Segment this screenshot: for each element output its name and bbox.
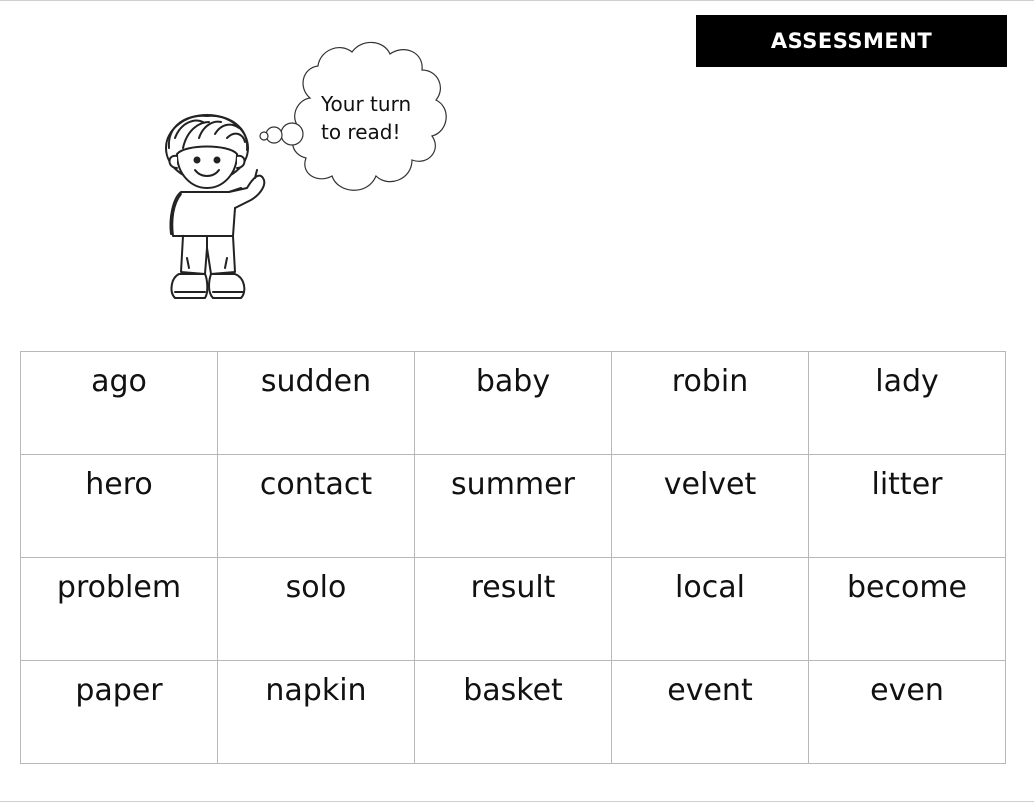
word-cell: solo <box>218 558 415 661</box>
word-cell: basket <box>415 661 612 764</box>
word-cell: contact <box>218 455 415 558</box>
word-cell: lady <box>809 352 1006 455</box>
word-cell: litter <box>809 455 1006 558</box>
word-cell: become <box>809 558 1006 661</box>
word-cell: event <box>612 661 809 764</box>
word-cell: local <box>612 558 809 661</box>
word-cell: result <box>415 558 612 661</box>
word-grid <box>20 351 1006 764</box>
word-cell: ago <box>21 352 218 455</box>
word-cell: velvet <box>612 455 809 558</box>
word-grid-row <box>21 352 1006 455</box>
word-cell: summer <box>415 455 612 558</box>
thought-bubble-text <box>321 90 451 146</box>
word-grid-row <box>21 455 1006 558</box>
word-cell: problem <box>21 558 218 661</box>
waving-child-icon <box>155 108 275 310</box>
bubble-line-1: Your turn <box>321 92 412 116</box>
word-cell: paper <box>21 661 218 764</box>
word-cell: baby <box>415 352 612 455</box>
word-grid-row <box>21 661 1006 764</box>
bubble-line-2: to read! <box>321 120 401 144</box>
assessment-badge <box>696 15 1007 67</box>
word-cell: robin <box>612 352 809 455</box>
word-cell: sudden <box>218 352 415 455</box>
word-cell: napkin <box>218 661 415 764</box>
assessment-badge-label: ASSESSMENT <box>770 29 933 53</box>
word-cell: hero <box>21 455 218 558</box>
word-grid-row <box>21 558 1006 661</box>
word-cell: even <box>809 661 1006 764</box>
